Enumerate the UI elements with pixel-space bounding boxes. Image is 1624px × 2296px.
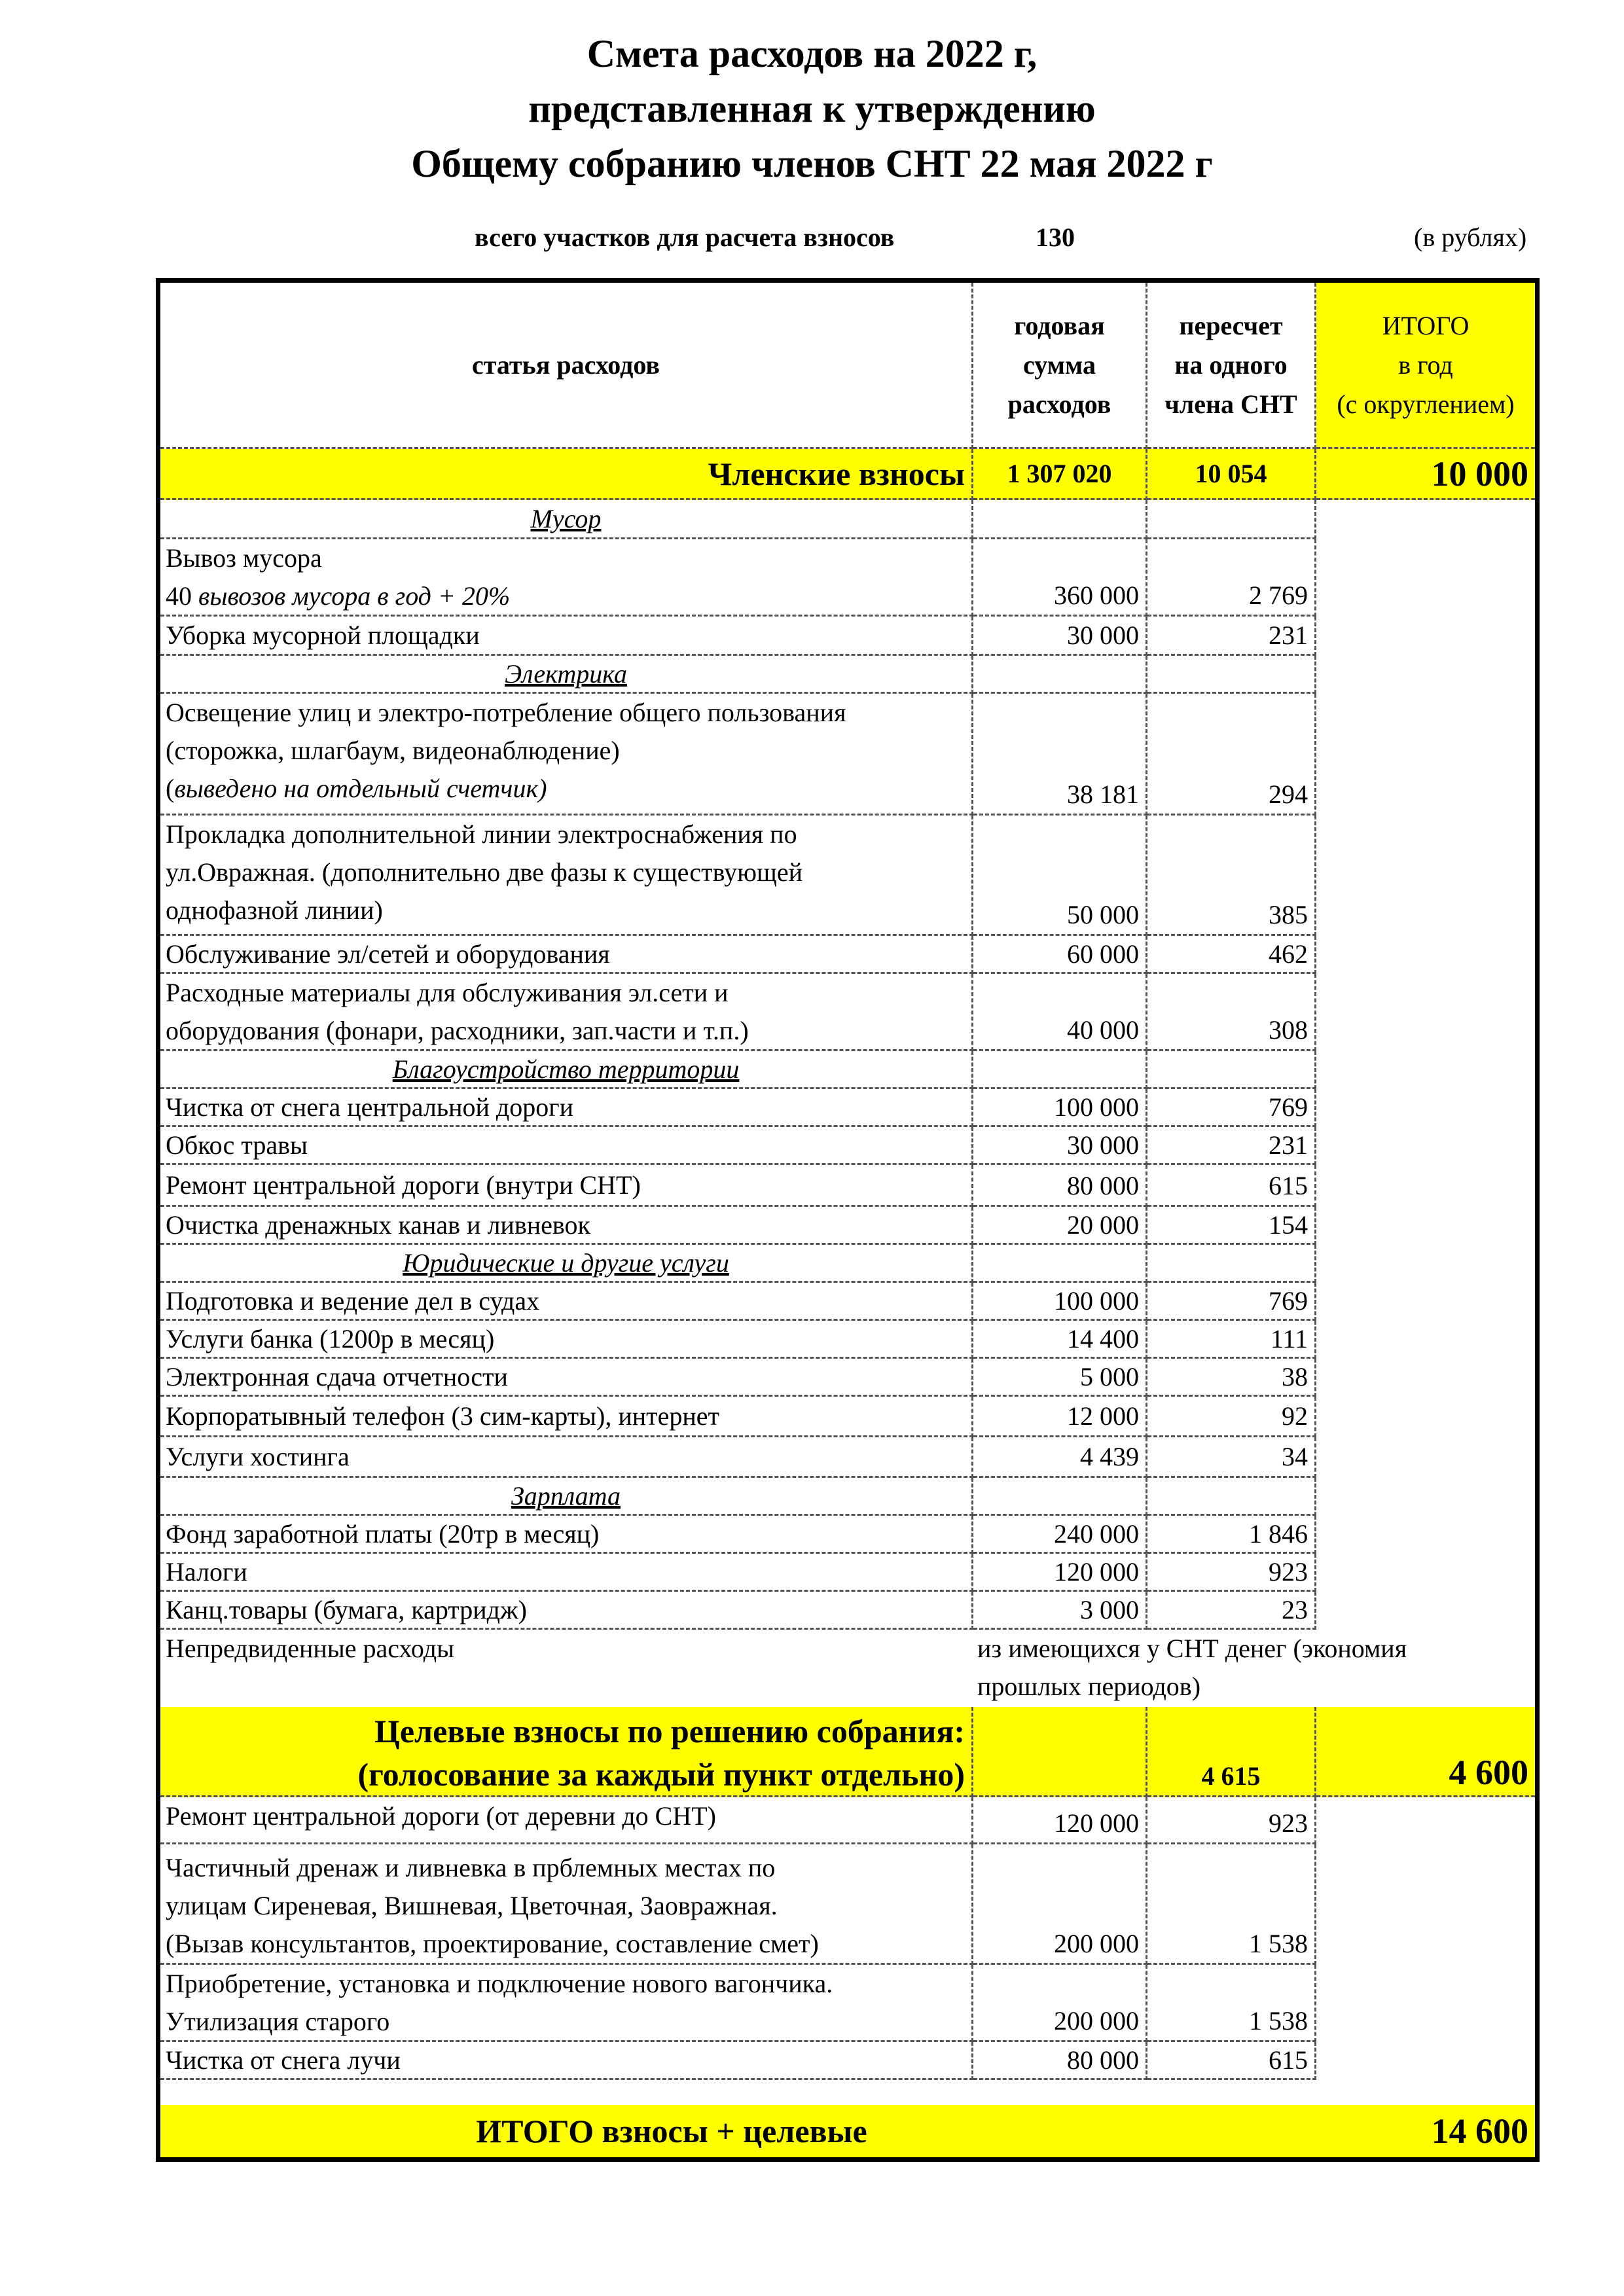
membership-fees-label: Членские взносы [160, 449, 973, 500]
expense-garbage-removal [160, 539, 973, 617]
annual-value: 3 000 [973, 1592, 1147, 1630]
document-title-line-2: представленная к утверждению [528, 87, 1096, 130]
target-row-label: Приобретение, установка и подключение нового вагончика. Утилизация старого [160, 1965, 973, 2042]
membership-total: 10 000 [1316, 449, 1535, 500]
empty-cell [1147, 1051, 1316, 1089]
expense-row-label: Непредвиденные расходы [160, 1630, 973, 1707]
per-member-value: 231 [1147, 1127, 1316, 1165]
row-label-line: (сторожка, шлагбаум, видеонаблюдение) [166, 736, 620, 765]
annual-value: 40 000 [973, 974, 1147, 1051]
expense-row-label: Подготовка и ведение дел в судах [160, 1283, 973, 1321]
empty-cell [1147, 1245, 1316, 1283]
annual-value: 30 000 [973, 617, 1147, 656]
membership-per-member: 10 054 [1147, 449, 1316, 500]
per-member-value: 38 [1147, 1359, 1316, 1397]
empty-cell [973, 656, 1147, 694]
per-member-value: 615 [1147, 1165, 1316, 1207]
annual-value: 60 000 [973, 936, 1147, 974]
membership-annual: 1 307 020 [973, 449, 1147, 500]
annual-value: 4 439 [973, 1437, 1147, 1478]
per-member-value: 769 [1147, 1089, 1316, 1127]
per-member-value: 615 [1147, 2042, 1316, 2080]
section-legal: Юридические и другие услуги [160, 1245, 973, 1283]
expense-row-label: Ремонт центральной дороги (внутри СНТ) [160, 1165, 973, 1207]
per-member-value: 2 769 [1147, 539, 1316, 617]
target-row-label: Ремонт центральной дороги (от деревни до СНТ) [160, 1797, 973, 1844]
target-total: 4 600 [1316, 1707, 1535, 1797]
header-total-rounded: ИТОГО в год (с округлением) [1316, 283, 1535, 449]
empty-cell [973, 1478, 1147, 1516]
target-contributions-label: Целевые взносы по решению собрания: (голосование за каждый пункт отдельно) [160, 1707, 973, 1797]
annual-value: 20 000 [973, 1207, 1147, 1245]
per-member-value: 294 [1147, 694, 1316, 816]
header-per-member: пересчет на одного члена СНТ [1147, 283, 1316, 449]
empty-cell [973, 1051, 1147, 1089]
target-row-label: Частичный дренаж и ливневка в прблемных местах по улицам Сиреневая, Вишневая, Цветочная, Заовражная. (Вызав консультантов, проектирование, составление смет) [160, 1844, 973, 1965]
expense-row-label: Прокладка дополнительной линии электроснабжения по ул.Овражная. (дополнительно две фазы к существующей однофазной линии) [160, 816, 973, 936]
annual-value: 80 000 [973, 1165, 1147, 1207]
expense-street-lighting [160, 694, 973, 816]
expense-row-label: Обслуживание эл/сетей и оборудования [160, 936, 973, 974]
expense-row-label: Чистка от снега центральной дороги [160, 1089, 973, 1127]
annual-value: 360 000 [973, 539, 1147, 617]
annual-value: 100 000 [973, 1089, 1147, 1127]
per-member-value: 23 [1147, 1592, 1316, 1630]
row-label-line: Освещение улиц и электро-потребление общего пользования [166, 698, 846, 727]
annual-value: 50 000 [973, 816, 1147, 936]
expense-row-label: Услуги хостинга [160, 1437, 973, 1478]
per-member-value: 308 [1147, 974, 1316, 1051]
annual-value: 200 000 [973, 1844, 1147, 1965]
annual-value: 12 000 [973, 1397, 1147, 1437]
empty-cell [973, 500, 1147, 539]
row-label-prefix: 40 [166, 581, 198, 611]
per-member-value: 231 [1147, 617, 1316, 656]
per-member-value: 92 [1147, 1397, 1316, 1437]
expense-row-label: Уборка мусорной площадки [160, 617, 973, 656]
empty-cell [1147, 500, 1316, 539]
annual-value: 14 400 [973, 1321, 1147, 1359]
target-row-label: Чистка от снега лучи [160, 2042, 973, 2080]
per-member-value: 462 [1147, 936, 1316, 974]
document-title-line-3: Общему собранию членов СНТ 22 мая 2022 г [411, 142, 1213, 185]
annual-value: 120 000 [973, 1797, 1147, 1844]
per-member-value: 111 [1147, 1321, 1316, 1359]
per-member-value: 385 [1147, 816, 1316, 936]
per-member-value: 1 538 [1147, 1965, 1316, 2042]
empty-cell [1147, 1478, 1316, 1516]
unforeseen-expenses-note: из имеющихся у СНТ денег (экономия прошлых периодов) [973, 1630, 1530, 1707]
annual-value: 38 181 [973, 694, 1147, 816]
budget-table [156, 278, 1540, 2162]
row-label-prefix: ( [166, 774, 175, 803]
expense-row-label: Услуги банка (1200р в месяц) [160, 1321, 973, 1359]
expense-row-label: Обкос травы [160, 1127, 973, 1165]
expense-row-label: Очистка дренажных канав и ливневок [160, 1207, 973, 1245]
annual-value: 30 000 [973, 1127, 1147, 1165]
per-member-value: 34 [1147, 1437, 1316, 1478]
per-member-value: 923 [1147, 1797, 1316, 1844]
annual-value: 5 000 [973, 1359, 1147, 1397]
header-annual-sum: годовая сумма расходов [973, 283, 1147, 449]
document-title-line-1: Смета расходов на 2022 г, [586, 32, 1038, 75]
section-garbage: Мусор [160, 500, 973, 539]
row-label-italic: вывозов мусора в год + 20% [198, 581, 511, 611]
row-label-line: Вывоз мусора [166, 543, 322, 573]
expense-row-label: Фонд заработной платы (20тр в месяц) [160, 1516, 973, 1554]
plots-count-value: 130 [1036, 223, 1075, 252]
section-salary: Зарплата [160, 1478, 973, 1516]
expense-row-label: Корпоратывный телефон (3 сим-карты), интернет [160, 1397, 973, 1437]
grand-total-label: ИТОГО взносы + целевые [160, 2105, 973, 2157]
annual-value: 80 000 [973, 2042, 1147, 2080]
empty-cell [1147, 656, 1316, 694]
annual-value: 200 000 [973, 1965, 1147, 2042]
per-member-value: 769 [1147, 1283, 1316, 1321]
per-member-value: 1 538 [1147, 1844, 1316, 1965]
row-label-italic: выведено на отдельный счетчик) [174, 774, 547, 803]
grand-total-value: 14 600 [1316, 2105, 1535, 2157]
expense-row-label: Канц.товары (бумага, картридж) [160, 1592, 973, 1630]
empty-cell [973, 2105, 1316, 2157]
row-label-line [166, 577, 971, 615]
expense-row-label: Электронная сдача отчетности [160, 1359, 973, 1397]
annual-value: 240 000 [973, 1516, 1147, 1554]
row-label-line [166, 770, 971, 808]
per-member-value: 1 846 [1147, 1516, 1316, 1554]
annual-value: 100 000 [973, 1283, 1147, 1321]
annual-value: 120 000 [973, 1554, 1147, 1592]
section-territory: Благоустройство территории [160, 1051, 973, 1089]
empty-cell [973, 1707, 1147, 1797]
currency-unit-note: (в рублях) [1414, 223, 1527, 252]
section-electric: Электрика [160, 656, 973, 694]
plots-count-label: всего участков для расчета взносов [475, 223, 895, 252]
expense-row-label: Расходные материалы для обслуживания эл.сети и оборудования (фонари, расходники, зап.части и т.п.) [160, 974, 973, 1051]
per-member-value: 154 [1147, 1207, 1316, 1245]
target-per-member: 4 615 [1147, 1707, 1316, 1797]
empty-cell [973, 1245, 1147, 1283]
header-expense-item: статья расходов [160, 283, 973, 449]
expense-row-label: Налоги [160, 1554, 973, 1592]
per-member-value: 923 [1147, 1554, 1316, 1592]
